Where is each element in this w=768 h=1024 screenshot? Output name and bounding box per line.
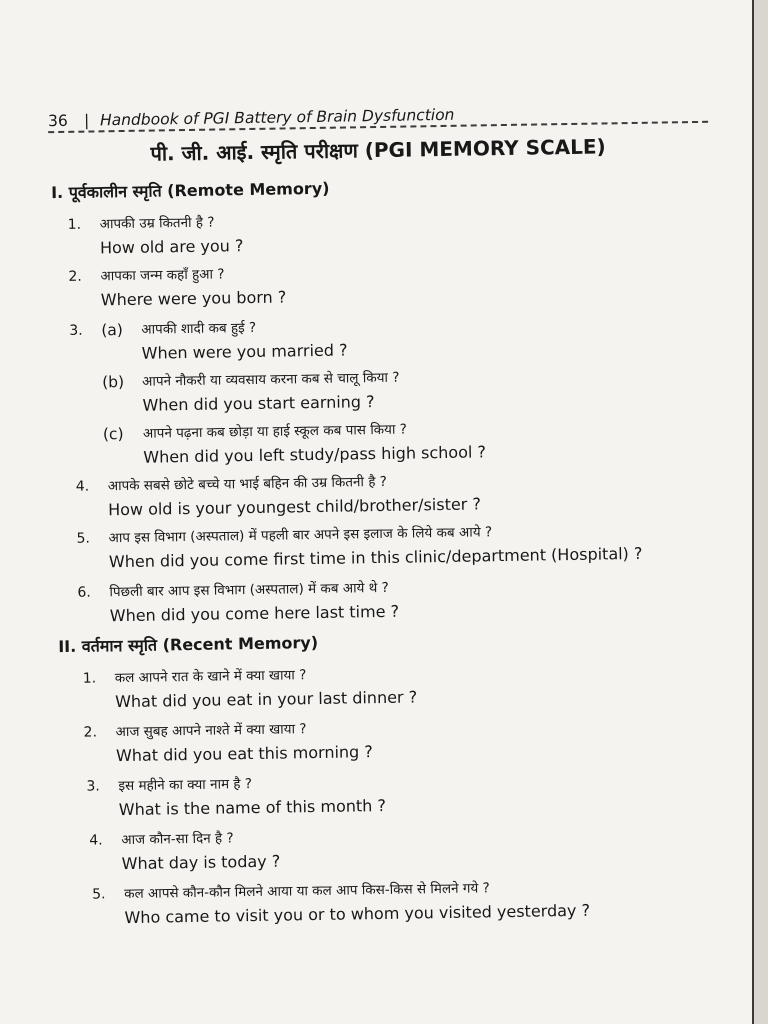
question-number: 6. <box>77 584 91 601</box>
question-english: What day is today ? <box>121 851 281 874</box>
subquestion-letter: (a) <box>101 321 124 340</box>
question-hindi: आप इस विभाग (अस्पताल) में पहली बार अपने इस इलाज के लिये कब आये ? <box>108 524 493 547</box>
question-english: When did you left study/pass high school ? <box>143 442 487 467</box>
book-title: Handbook of PGI Battery of Brain Dysfunction <box>99 105 455 130</box>
question-hindi: आपकी शादी कब हुई ? <box>141 319 257 338</box>
question-english: What is the name of this month ? <box>118 795 387 820</box>
book-page-edge <box>752 0 768 1024</box>
question-english: How old are you ? <box>99 236 244 258</box>
question-hindi: आज कौन-सा दिन है ? <box>121 830 234 849</box>
question-hindi: आपके सबसे छोटे बच्चे या भाई बहिन की उम्र कितनी है ? <box>107 473 388 495</box>
question-number: 2. <box>68 268 82 285</box>
page-title: पी. जी. आई. स्मृति परीक्षण (PGI MEMORY SCALE) <box>150 134 606 166</box>
running-header <box>48 93 708 133</box>
question-number: 4. <box>89 832 103 849</box>
question-number: 5. <box>92 886 106 903</box>
question-hindi: आपने नौकरी या व्यवसाय करना कब से चालू किया ? <box>141 369 400 390</box>
header-separator: | <box>83 111 90 130</box>
question-english: Where were you born ? <box>100 287 287 310</box>
question-english: When did you come first time in this clinic/department (Hospital) ? <box>108 543 643 572</box>
question-hindi: कल आपने रात के खाने में क्या खाया ? <box>114 667 307 687</box>
question-hindi: आपकी उम्र कितनी है ? <box>99 214 215 233</box>
question-hindi: इस महीने का क्या नाम है ? <box>118 776 253 795</box>
question-hindi: आपने पढ़ना कब छोड़ा या हाई स्कूल कब पास किया ? <box>142 421 408 442</box>
subquestion-letter: (b) <box>101 373 125 392</box>
page-number: 36 <box>47 111 68 131</box>
question-number: 1. <box>82 670 97 687</box>
question-english: When did you come here last time ? <box>109 601 400 626</box>
section-heading-remote-memory: I. पूर्वकालीन स्मृति (Remote Memory) <box>50 178 330 203</box>
section-heading-recent-memory: II. वर्तमान स्मृति (Recent Memory) <box>58 632 319 657</box>
question-number: 1. <box>67 216 82 233</box>
question-hindi: कल आपसे कौन-कौन मिलने आया या कल आप किस-किस से मिलने गये ? <box>124 880 490 903</box>
question-english: How old is your youngest child/brother/sister ? <box>107 494 482 520</box>
question-number: 3. <box>69 322 83 339</box>
question-number: 4. <box>75 478 90 495</box>
question-number: 2. <box>83 724 98 741</box>
subquestion-letter: (c) <box>102 425 124 444</box>
question-hindi: आज सुबह आपने नाश्ते में क्या खाया ? <box>115 721 307 741</box>
question-english: What did you eat this morning ? <box>115 742 373 766</box>
question-hindi: पिछली बार आप इस विभाग (अस्पताल) में कब आये थे ? <box>109 579 389 601</box>
question-hindi: आपका जन्म कहाँ हुआ ? <box>100 266 225 285</box>
question-number: 5. <box>76 530 91 547</box>
question-english: Who came to visit you or to whom you visited yesterday ? <box>124 900 591 928</box>
question-english: What did you eat in your last dinner ? <box>114 687 418 712</box>
question-english: When did you start earning ? <box>142 392 375 415</box>
question-number: 3. <box>86 778 100 795</box>
question-english: When were you married ? <box>141 340 348 363</box>
